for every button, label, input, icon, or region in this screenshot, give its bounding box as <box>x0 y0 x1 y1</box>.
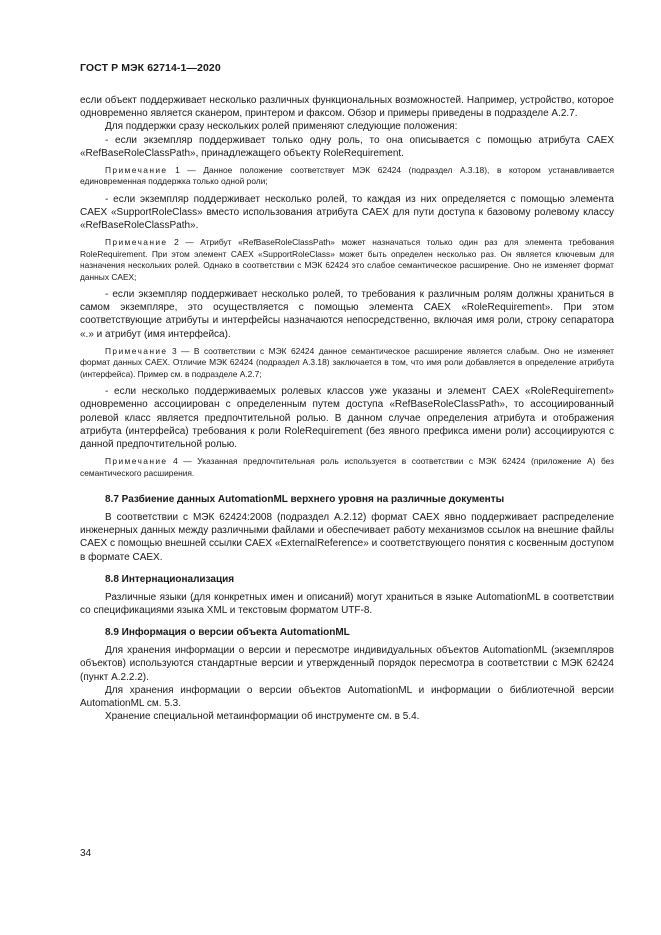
section-8-9-heading: 8.9 Информация о версии объекта AutomationML <box>105 627 350 639</box>
section-8-8-heading: 8.8 Интернационализация <box>105 573 235 585</box>
page-content <box>80 94 614 723</box>
note-4-label: Примечание <box>105 456 168 467</box>
note-1-label: Примечание <box>105 165 168 176</box>
section-8-7-heading: 8.7 Разбиение данных AutomationML верхнего уровня на различные документы <box>105 493 505 505</box>
note-1-text: 1 — Данное положение соответствует МЭК 62424 (подраздел А.3.18), в котором устанавливается единовременная поддержка только одной роли; <box>80 165 614 187</box>
intro-paragraph-1: если объект поддерживает несколько различных функциональных возможностей. Например, устройство, которое одновременно является сканером, принтером и факсом. Обзор и примеры приведены в подразделе А.2.7. <box>80 95 614 120</box>
document-header: ГОСТ Р МЭК 62714-1—2020 <box>80 62 221 74</box>
page-number: 34 <box>80 848 92 859</box>
note-1 <box>80 165 614 188</box>
section-8-9-text-2: Для хранения информации о версии объектов AutomationML и информации о библиотечной версии AutomationML см. 5.3. <box>80 684 614 709</box>
section-8-9-text-3: Хранение специальной метаинформации об инструменте см. в 5.4. <box>105 711 420 723</box>
intro-paragraph-2: Для поддержки сразу нескольких ролей применяют следующие положения: <box>105 121 458 133</box>
bullet-2: - если экземпляр поддерживает несколько ролей, то каждая из них определяется с помощью элемента CAEX «SupportRoleClass» вместо использования атрибута CAEX для пути доступа к базовому ролевому классу «RefBaseRoleClassPath». <box>80 193 614 232</box>
section-8-7-text: В соответствии с МЭК 62424:2008 (подраздел А.2.12) формат CAEX явно поддерживает распределение инженерных данных между различными файлами и обеспечивает работу механизмов ссылок на внешние файлы CAEX с помощью внешней ссылки CAEX «ExternalReference» и соответствующего понятия с косвенным доступом в формате CAEX. <box>80 511 614 563</box>
section-8-8-text: Различные языки (для конкретных имен и описаний) могут храниться в языке AutomationML в соответствии со спецификациями языка XML и текстовым форматом UTF-8. <box>80 591 614 616</box>
note-3-text: 3 — В соответствии с МЭК 62424 данное семантическое расширение является слабым. Оно не изменяет формат данных CAEX. Отличие МЭК 62424 (подраздел А.3.18) заключается в том, что имя роли добавляется в определение атрибута (интерфейса). Пример см. в подразделе А.2.7; <box>80 345 614 379</box>
bullet-4: - если несколько поддерживаемых ролевых классов уже указаны и элемент CAEX «RoleRequirement» одновременно ассоциирован с определенным путем доступа «RefBaseRoleClassPath», то ассоциированный ролевой класс является предпочтительной ролью. В данном случае определения атрибута и отображения атрибута (интерфейса) требования к роли RoleRequirement (без явного префикса имени роли) ассоциируются с данной предпочтительной ролью. <box>80 386 614 450</box>
bullet-1: - если экземпляр поддерживает только одну роль, то она описывается с помощью атрибута CAEX «RefBaseRoleClassPath», принадлежащего объекту RoleRequirement. <box>80 134 614 159</box>
note-3 <box>80 346 614 380</box>
bullet-3: - если экземпляр поддерживает несколько ролей, то требования к различным ролям должны храниться в самом экземпляре, это осуществляется с помощью элемента CAEX «RoleRequirement». При этом соответствующие атрибуты и интерфейсы назначаются непосредственно, включая имя роли, строку сепаратора «.» и атрибут (имя интерфейса). <box>80 289 614 340</box>
note-4-text: 4 — Указанная предпочтительная роль используется в соответствии с МЭК 62424 (приложение А) без семантического расширения. <box>80 456 614 478</box>
note-2-text: 2 — Атрибут «RefBaseRoleClassPath» может назначаться только один раз для элемента требования RoleRequirement. При этом элемент CAEX «SupportRoleClass» может быть определен несколько раз. Он является ключевым для назначения нескольких ролей. Однако в соответствии с МЭК 62424 это слабое семантическое расширение. Оно не изменяет формат данных CAEX; <box>80 237 614 282</box>
note-3-label: Примечание <box>105 345 168 356</box>
note-2 <box>80 237 614 283</box>
note-2-label: Примечание <box>105 237 168 248</box>
section-8-9-text-1: Для хранения информации о версии и пересмотре индивидуальных объектов AutomationML (экземпляров объектов) используются стандартные версии и утвержденный порядок пересмотра в соответствии с МЭК 62424 (пункт А.2.2.2). <box>80 645 614 683</box>
note-4 <box>80 456 614 479</box>
